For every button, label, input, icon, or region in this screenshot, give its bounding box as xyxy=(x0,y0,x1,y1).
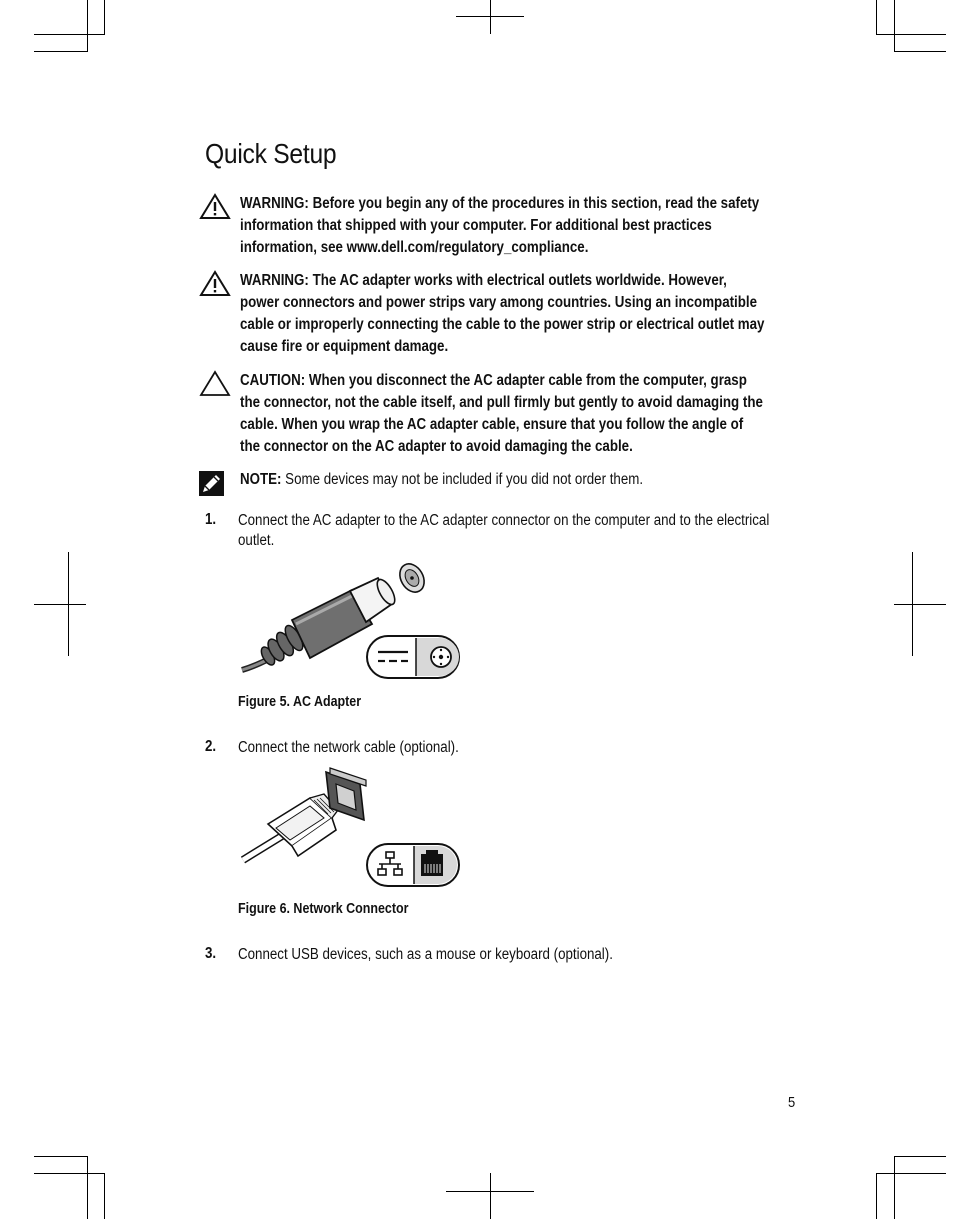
step-number: 1. xyxy=(205,511,217,528)
note-text: Some devices may not be included if you did not order them. xyxy=(285,471,644,488)
warning-triangle-icon xyxy=(199,270,231,297)
warning-notice-safety: WARNING: Before you begin any of the procedures in this section, read the safety information that shipped with your computer. For additional best practices information, see www.dell.com/regulatory_compliance. xyxy=(240,195,760,256)
page-title: Quick Setup xyxy=(205,138,337,169)
page-number: 5 xyxy=(788,1094,796,1111)
step-text: Connect the AC adapter to the AC adapter connector on the computer and to the electrical outlet. xyxy=(238,512,770,549)
caution-notice: CAUTION: When you disconnect the AC adapter cable from the computer, grasp the connector, not the cable itself, and pull firmly but gently to avoid damaging the cable. When you wrap the AC adapter cable, ensure that you follow the angle of the connector on the AC adapter to avoid damaging the cable. xyxy=(240,372,763,455)
note xyxy=(240,469,773,491)
note-label: NOTE: xyxy=(240,471,282,488)
caution-triangle-icon xyxy=(199,370,231,397)
step-text: Connect the network cable (optional). xyxy=(238,739,459,756)
network-connector-illustration xyxy=(240,766,465,891)
warning-triangle-icon xyxy=(199,193,231,220)
ac-adapter-illustration xyxy=(240,558,465,683)
figure-caption: Figure 5. AC Adapter xyxy=(238,694,362,710)
step-number: 2. xyxy=(205,738,217,755)
step-number: 3. xyxy=(205,945,217,962)
figure-caption: Figure 6. Network Connector xyxy=(238,901,409,917)
pencil-note-icon xyxy=(199,471,224,496)
warning-notice-ac-adapter: WARNING: The AC adapter works with electrical outlets worldwide. However, power connectors and power strips vary among countries. Using an incompatible cable or improperly connecting the cable to the power strip or electrical outlet may cause fire or equipment damage. xyxy=(240,272,765,355)
step-text: Connect USB devices, such as a mouse or keyboard (optional). xyxy=(238,946,613,963)
